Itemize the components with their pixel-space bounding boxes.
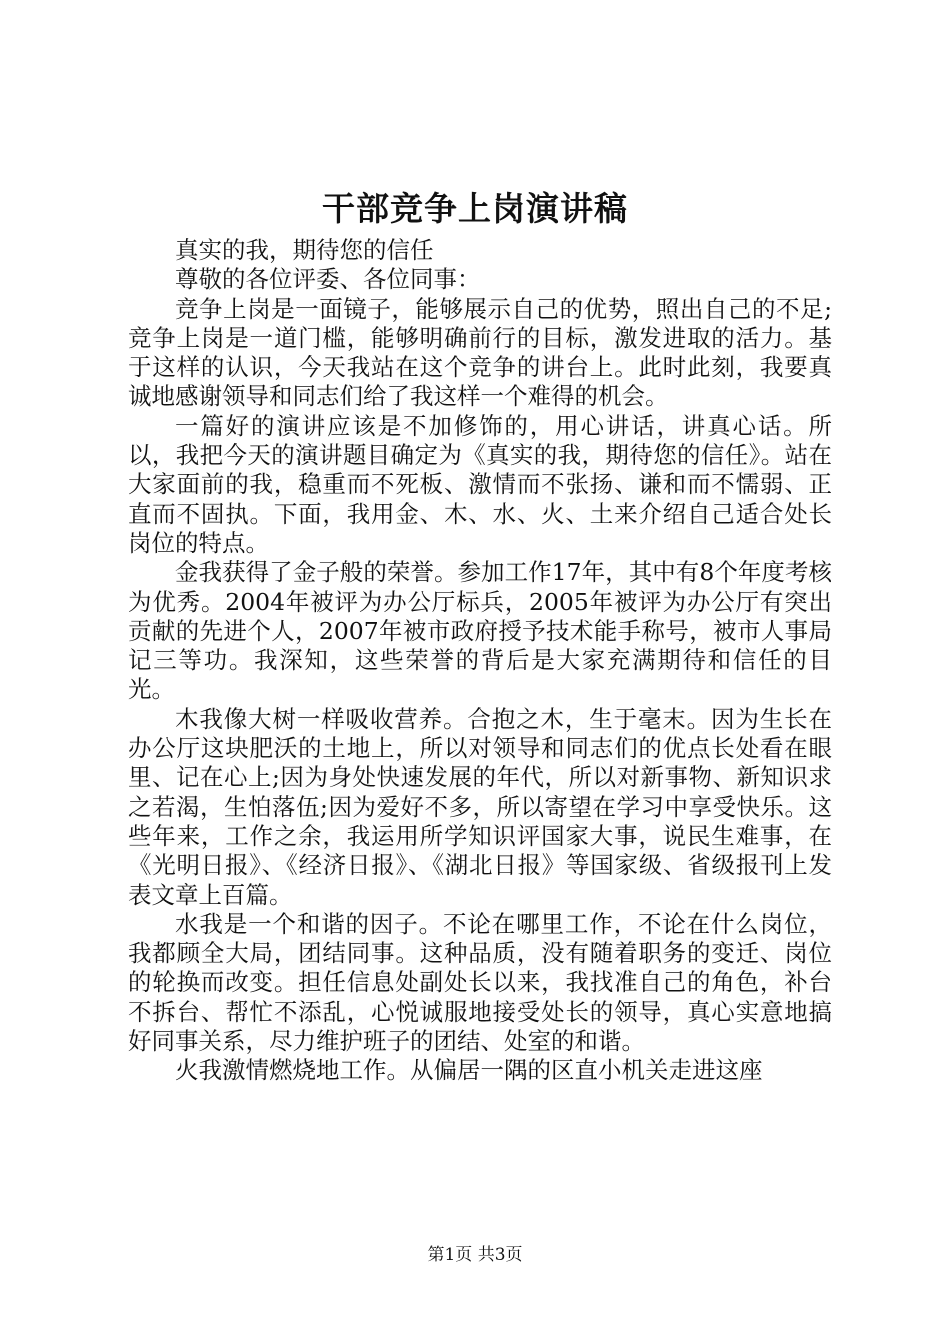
- body-paragraph: 水我是一个和谐的因子。不论在哪里工作，不论在什么岗位，我都顾全大局，团结同事。这种品质，没有随着职务的变迁、岗位的轮换而改变。担任信息处副处长以来，我找准自己的角色，补台不拆台、帮忙不添乱，心悦诚服地接受处长的领导，真心实意地搞好同事关系，尽力维护班子的团结、处室的和谐。: [128, 909, 832, 1056]
- salutation-paragraph: 尊敬的各位评委、各位同事：: [175, 265, 481, 294]
- document-body: [128, 236, 832, 1086]
- subtitle-paragraph: 真实的我，期待您的信任: [175, 236, 434, 264]
- page-number-footer: 第1页 共3页: [427, 1245, 523, 1265]
- document-title: 干部竞争上岗演讲稿: [322, 189, 628, 228]
- body-paragraph: 一篇好的演讲应该是不加修饰的，用心讲话，讲真心话。所以，我把今天的演讲题目确定为《真实的我，期待您的信任》。站在大家面前的我，稳重而不死板、激情而不张扬、谦和而不懦弱、正直而不固执。下面，我用金、木、水、火、土来介绍自己适合处长岗位的特点。: [128, 411, 832, 557]
- body-paragraph: 竞争上岗是一面镜子，能够展示自己的优势，照出自己的不足;竞争上岗是一道门槛，能够明确前行的目标，激发进取的活力。基于这样的认识，今天我站在这个竞争的讲台上。此时此刻，我要真诚地感谢领导和同志们给了我这样一个难得的机会。: [128, 294, 832, 411]
- body-paragraph: 火我激情燃烧地工作。从偏居一隅的区直小机关走进这座: [175, 1056, 763, 1085]
- body-paragraph: 金我获得了金子般的荣誉。参加工作17年，其中有8个年度考核为优秀。2004年被评为办公厅标兵，2005年被评为办公厅有突出贡献的先进个人，2007年被市政府授予技术能手称号，被市人事局记三等功。我深知，这些荣誉的背后是大家充满期待和信任的目光。: [128, 558, 832, 704]
- body-paragraph: 木我像大树一样吸收营养。合抱之木，生于毫末。因为生长在办公厅这块肥沃的土地上，所以对领导和同志们的优点长处看在眼里、记在心上;因为身处快速发展的年代，所以对新事物、新知识求之若渴，生怕落伍;因为爱好不多，所以寄望在学习中享受快乐。这些年来，工作之余，我运用所学知识评国家大事，说民生难事，在《光明日报》、《经济日报》、《湖北日报》等国家级、省级报刊上发表文章上百篇。: [128, 704, 832, 909]
